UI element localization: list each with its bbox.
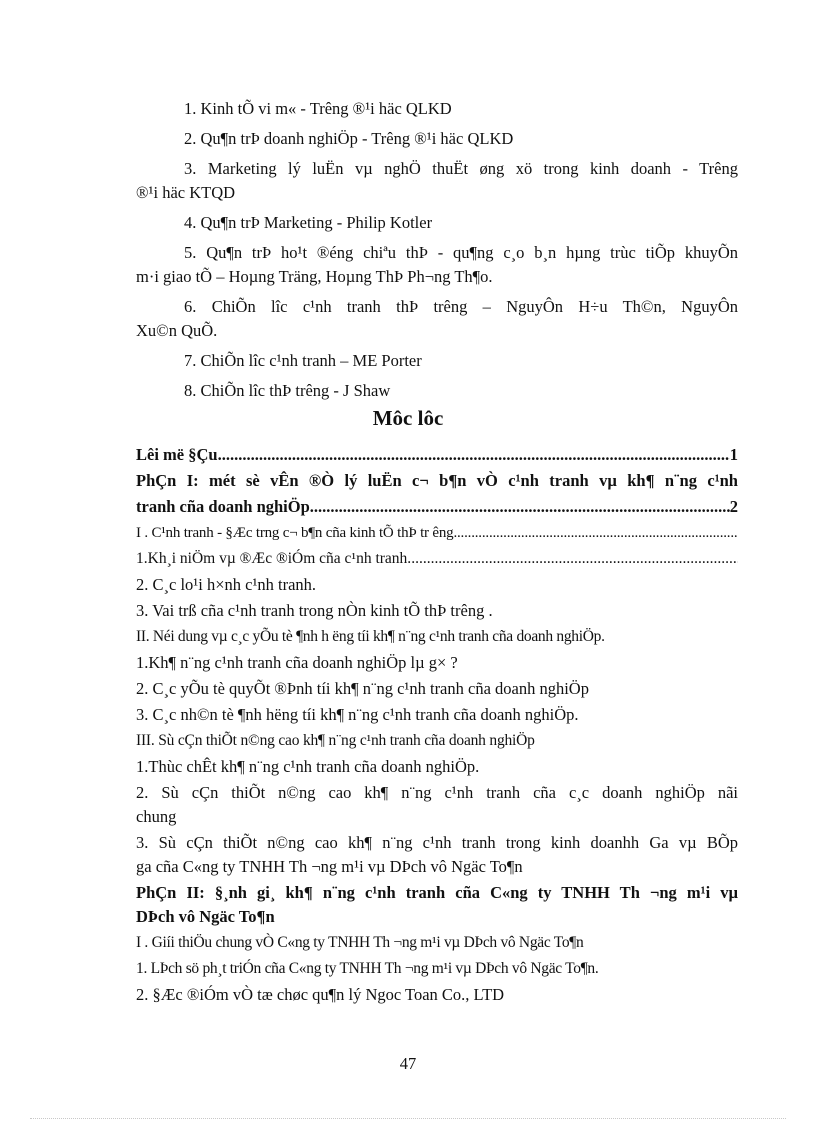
dot-leader: [218, 444, 730, 466]
toc-item-II-3[interactable]: 3. C¸c nh©n tè ¶nh hëng tíi kh¶ n¨ng c¹nh tranh cña doanh nghiÖp.: [136, 705, 579, 724]
toc-intro-page: 1: [729, 445, 738, 464]
toc-item-I-3[interactable]: 3. Vai trß cña c¹nh tranh trong nÒn kinh tÕ thÞ trêng .: [136, 601, 493, 620]
toc-item-III-2-line-1[interactable]: [136, 782, 738, 804]
toc-item-I-2[interactable]: 2. C¸c lo¹i h×nh c¹nh tranh.: [136, 575, 317, 594]
toc-item-I-label: I . C¹nh tranh - §Æc trng c¬ b¶n cña kinh tÕ thÞ tr êng.: [136, 525, 457, 541]
dot-leader: [411, 548, 738, 570]
toc-part1-label: tranh cña doanh nghiÖp: [136, 497, 310, 516]
reference-3-line-1: [136, 158, 738, 180]
reference-6-line-2: Xu©n QuÕ.: [136, 321, 218, 340]
reference-3-text: 3. Marketing lý luËn vµ nghÖ thuËt øng xö trong kinh doanh - Trêng: [184, 159, 738, 178]
toc-part2-line-2[interactable]: DÞch vô Ngäc To¶n: [136, 907, 275, 926]
toc-part1-page: 2: [729, 497, 738, 516]
page-number: 47: [399, 1054, 417, 1073]
toc-part1-line-2[interactable]: [136, 496, 738, 518]
toc-part1-line-1[interactable]: [136, 470, 738, 492]
toc-part2-item-I-1[interactable]: 1. LÞch sö ph¸t triÓn cña C«ng ty TNHH Th ¬ng m¹i vµ DÞch vô Ngäc To¶n.: [136, 960, 599, 977]
reference-6-text: 6. ChiÕn lîc c¹nh tranh thÞ trêng – NguyÔn H÷u Th©n, NguyÔn: [184, 297, 738, 316]
toc-item-I[interactable]: [136, 522, 738, 544]
dot-leader: [310, 496, 730, 518]
toc-item-II[interactable]: II. Néi dung vµ c¸c yÕu tè ¶nh h ëng tíi kh¶ n¨ng c¹nh tranh cña doanh nghiÖp.: [136, 628, 605, 645]
reference-5-line-1: [136, 242, 738, 264]
reference-5-line-2: m·i giao tÕ – Hoµng Träng, Hoµng ThÞ Ph¬ng Th¶o.: [136, 267, 493, 286]
toc-part2-item-I-2[interactable]: 2. §Æc ®iÓm vÒ tæ chøc qu¶n lý Ngoc Toan Co., LTD: [136, 985, 505, 1004]
toc-item-II-1[interactable]: 1.Kh¶ n¨ng c¹nh tranh cña doanh nghiÖp lµ g× ?: [136, 653, 458, 672]
toc-part2-text: PhÇn II: §¸nh gi¸ kh¶ n¨ng c¹nh tranh cña C«ng ty TNHH Th ¬ng m¹i vµ: [136, 883, 738, 902]
toc-part2-item-I[interactable]: I . Giíi thiÖu chung vÒ C«ng ty TNHH Th ¬ng m¹i vµ DÞch vô Ngäc To¶n: [136, 934, 584, 951]
toc-item-III-1[interactable]: 1.Thùc chÊt kh¶ n¨ng c¹nh tranh cña doanh nghiÖp.: [136, 757, 480, 776]
toc-item-II-2[interactable]: 2. C¸c yÕu tè quyÕt ®Þnh tíi kh¶ n¨ng c¹nh tranh cña doanh nghiÖp: [136, 679, 589, 698]
toc-item-III-3-line-1[interactable]: [136, 832, 738, 854]
reference-3-line-2: ®¹i häc KTQD: [136, 183, 236, 202]
reference-5-text: 5. Qu¶n trÞ ho¹t ®éng chiªu thÞ - qu¶ng c¸o b¸n hµng trùc tiÕp khuyÕn: [184, 243, 738, 262]
toc-item-III-2-text: 2. Sù cÇn thiÕt n©ng cao kh¶ n¨ng c¹nh tranh cña c¸c doanh nghiÖp nãi: [136, 783, 738, 802]
toc-item-I-1-label: 1.Kh¸i niÖm vµ ®Æc ®iÓm cña c¹nh tranh.: [136, 550, 412, 567]
reference-6-line-1: [136, 296, 738, 318]
toc-part1-text: PhÇn I: mét sè vÊn ®Ò lý luËn c¬ b¶n vÒ c¹nh tranh vµ kh¶ n¨ng c¹nh: [136, 471, 738, 490]
toc-item-III-3-text: 3. Sù cÇn thiÕt n©ng cao kh¶ n¨ng c¹nh tranh trong kinh doanhh Ga vµ BÕp: [136, 833, 738, 852]
page-bottom-divider: [30, 1118, 786, 1119]
reference-1: 1. Kinh tÕ vi m« - Trêng ®¹i häc QLKD: [184, 99, 452, 118]
toc-item-I-1[interactable]: [136, 548, 738, 570]
toc-item-III-2-line-2[interactable]: chung: [136, 807, 177, 826]
toc-item-III-3-line-2[interactable]: ga cña C«ng ty TNHH Th ¬ng m¹i vµ DÞch vô Ngäc To¶n: [136, 857, 523, 876]
toc-intro-label: Lêi më §Çu: [136, 445, 218, 464]
reference-2: 2. Qu¶n trÞ doanh nghiÖp - Trêng ®¹i häc QLKD: [184, 129, 514, 148]
toc-part2-line-1[interactable]: [136, 882, 738, 904]
toc-item-III[interactable]: III. Sù cÇn thiÕt n©ng cao kh¶ n¨ng c¹nh tranh cña doanh nghiÖp: [136, 732, 535, 749]
toc-intro[interactable]: [136, 444, 738, 466]
reference-8: 8. ChiÕn lîc thÞ trêng - J Shaw: [184, 381, 391, 400]
reference-7: 7. ChiÕn lîc c¹nh tranh – ME Porter: [184, 351, 422, 370]
toc-title: Môc lôc: [372, 406, 444, 430]
reference-4: 4. Qu¶n trÞ Marketing - Philip Kotler: [184, 213, 433, 232]
dot-leader: [457, 522, 738, 544]
